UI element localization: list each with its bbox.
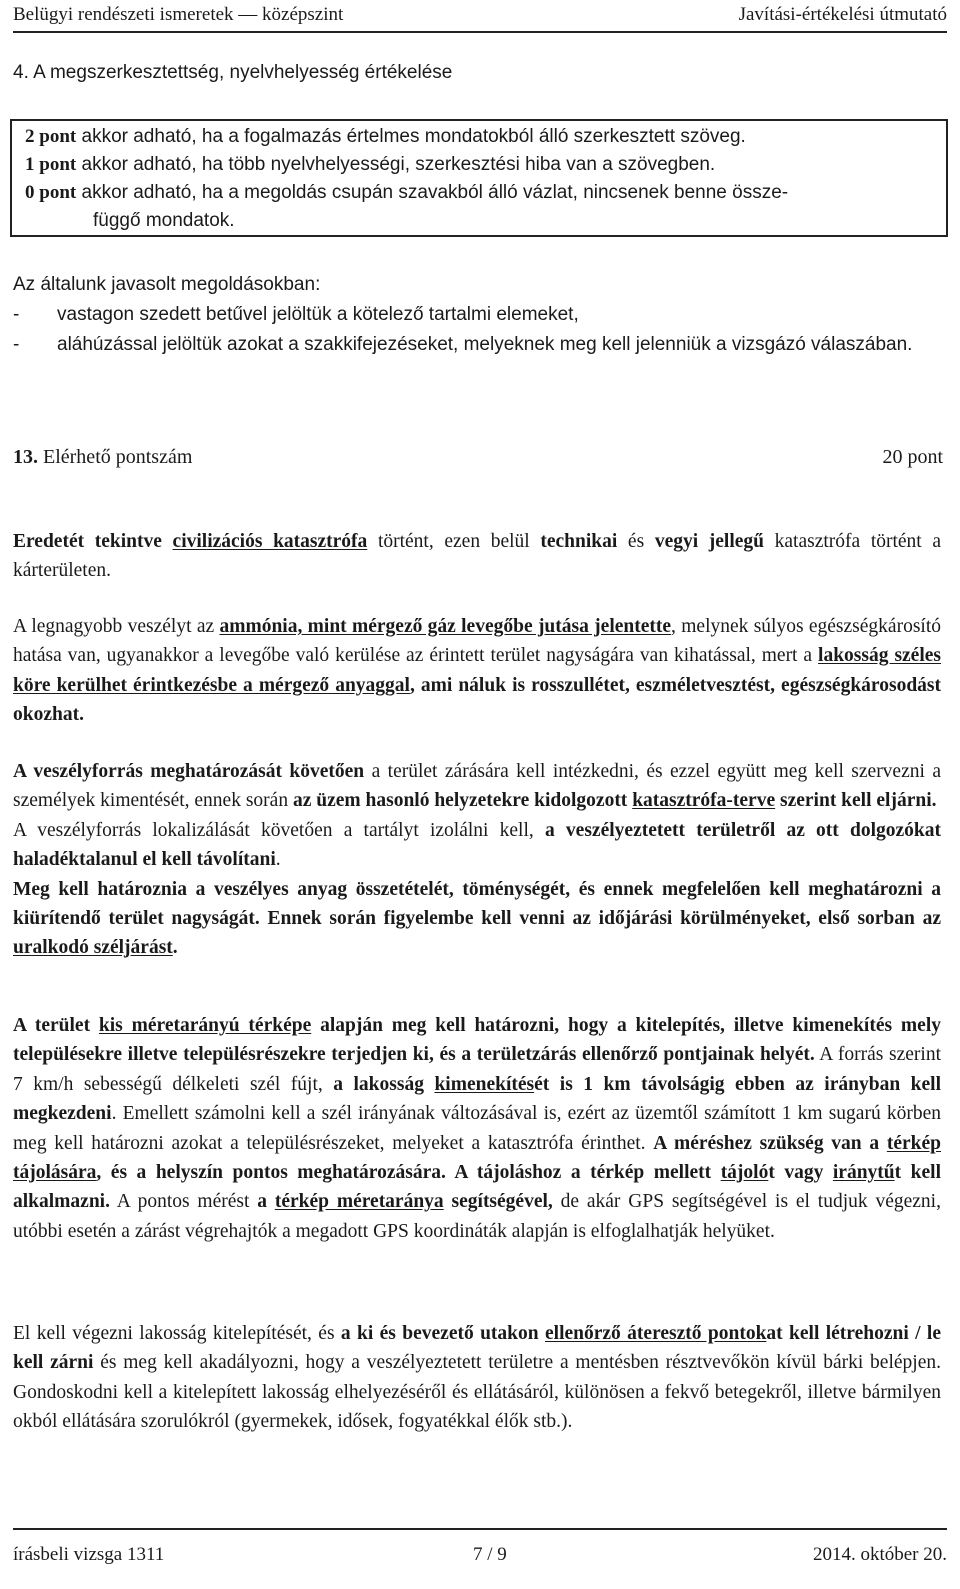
legend-item (13, 300, 943, 330)
dash-marker: - (13, 304, 20, 325)
score-0-text: akkor adható, ha a megoldás csupán szavakból álló vázlat, nincsenek benne össze- (76, 182, 789, 203)
task-label: Elérhető pontszám (38, 446, 193, 468)
paragraph-5: El kell végezni lakosság kitelepítését, és a ki és bevezető utakon ellenőrző áteresztő pontokat kell létrehozni / le kell zárni és meg kell akadályozni, hogy a veszélyeztetett területre a mentésben résztvevőkön kívül bárki belépjen. Gondoskodni kell a kitelepített lakosság elhelyezéséről és ellátásáról, különösen a fekvő betegekről, illetve bármilyen okból ellátására szorulókról (gyermekek, idősek, fogyatékkal élők stb.). (13, 1323, 941, 1433)
task-heading (13, 442, 943, 472)
page-header (13, 2, 947, 32)
legend-item-text: aláhúzással jelöltük azokat a szakkifejezéseket, melyeknek meg kell jelenniük a vizsgázó válaszában. (57, 334, 913, 355)
task-number: 13. (13, 446, 38, 468)
scoring-line-1 (25, 151, 936, 179)
header-left: Belügyi rendészeti ismeretek — középszint (13, 4, 344, 25)
scoring-line-0-cont: függő mondatok. (93, 210, 235, 231)
footer-left: írásbeli vizsga 1311 (13, 1544, 165, 1565)
footer-date: 2014. október 20. (812, 1544, 947, 1565)
paragraph-1: Eredetét tekintve civilizációs katasztrófa történt, ezen belül technikai és vegyi jellegű katasztrófa történt a kárterületen. (13, 531, 942, 582)
page-number: 7 / 9 (473, 1544, 507, 1565)
legend-heading: Az általunk javasolt megoldásokban: (13, 274, 321, 295)
section-title: 4. A megszerkesztettség, nyelvhelyesség értékelése (13, 62, 453, 83)
paragraph-4: A terület kis méretarányú térképe alapján meg kell határozni, hogy a kitelepítés, illetve kimenekítés mely településekre illetve településrészekre terjedjen ki, és a területzárás ellenőrző pontjainak helyét. A forrás szerint 7 km/h sebességű délkeleti szél fújt, a lakosság kimenekítését is 1 km távolságig ebben az irányban kell megkezdeni. Emellett számolni kell a szél irányának változásával is, ezért az üzemtől számított 1 km sugarú körben meg kell határozni azokat a településrészeket, melyeket a katasztrófa érinthet. A méréshez szükség van a térkép tájolására, és a helyszín pontos meghatározására. A tájoláshoz a térkép mellett tájolót vagy iránytűt kell alkalmazni. A pontos mérést a térkép méretaránya segítségével, de akár GPS segítségével is el tudjuk végezni, utóbbi esetén a zárást végrehajtók a megadott GPS koordináták alapján is elfoglalhatják helyüket. (13, 1015, 941, 1242)
score-1-text: akkor adható, ha több nyelvhelyességi, szerkesztési hiba van a szövegben. (76, 154, 716, 175)
header-divider (13, 31, 947, 33)
paragraph-2: A legnagyobb veszélyt az ammónia, mint mérgező gáz levegőbe jutása jelentette, melynek súlyos egészségkárosító hatása van, ugyanakkor a levegőbe való kerülése az érintett terület nagyságára van kihatással, mert a lakosság széles köre kerülhet érintkezésbe a mérgező anyaggal, ami náluk is rosszullétet, eszméletvesztést, egészségkárosodást okozhat. (13, 616, 942, 726)
scoring-line-2 (25, 123, 936, 151)
legend-list (13, 300, 943, 360)
score-2-text: akkor adható, ha a fogalmazás értelmes mondatokból álló szerkesztett szöveg. (76, 126, 746, 147)
task-points: 20 pont (882, 446, 943, 468)
dash-marker: - (13, 334, 20, 355)
legend-item-text: vastagon szedett betűvel jelöltük a kötelező tartalmi elemeket, (57, 304, 579, 325)
score-1-label: 1 pont (25, 154, 77, 175)
legend-item (13, 330, 943, 360)
score-2-label: 2 pont (25, 126, 77, 147)
header-right: Javítási-értékelési útmutató (738, 4, 947, 25)
legend-intro (13, 270, 943, 360)
paragraph-3: A veszélyforrás meghatározását követően a terület zárására kell intézkedni, és ezzel együtt meg kell szervezni a személyek kimentését, ennek során az üzem hasonló helyzetekre kidolgozott katasztrófa-terve szerint kell eljárni. A veszélyforrás lokalizálását követően a tartályt izolálni kell, a veszélyeztetett területről az ott dolgozókat haladéktalanul el kell távolítani. Meg kell határoznia a veszélyes anyag összetételét, töménységét, és ennek megfelelően kell meghatározni a kiürítendő terület nagyságát. Ennek során figyelembe kell venni az időjárási körülményeket, első sorban az uralkodó széljárást. (13, 761, 941, 959)
footer-divider (13, 1528, 947, 1530)
scoring-line-0 (25, 179, 936, 207)
scoring-box (10, 119, 948, 237)
score-0-label: 0 pont (25, 182, 77, 203)
